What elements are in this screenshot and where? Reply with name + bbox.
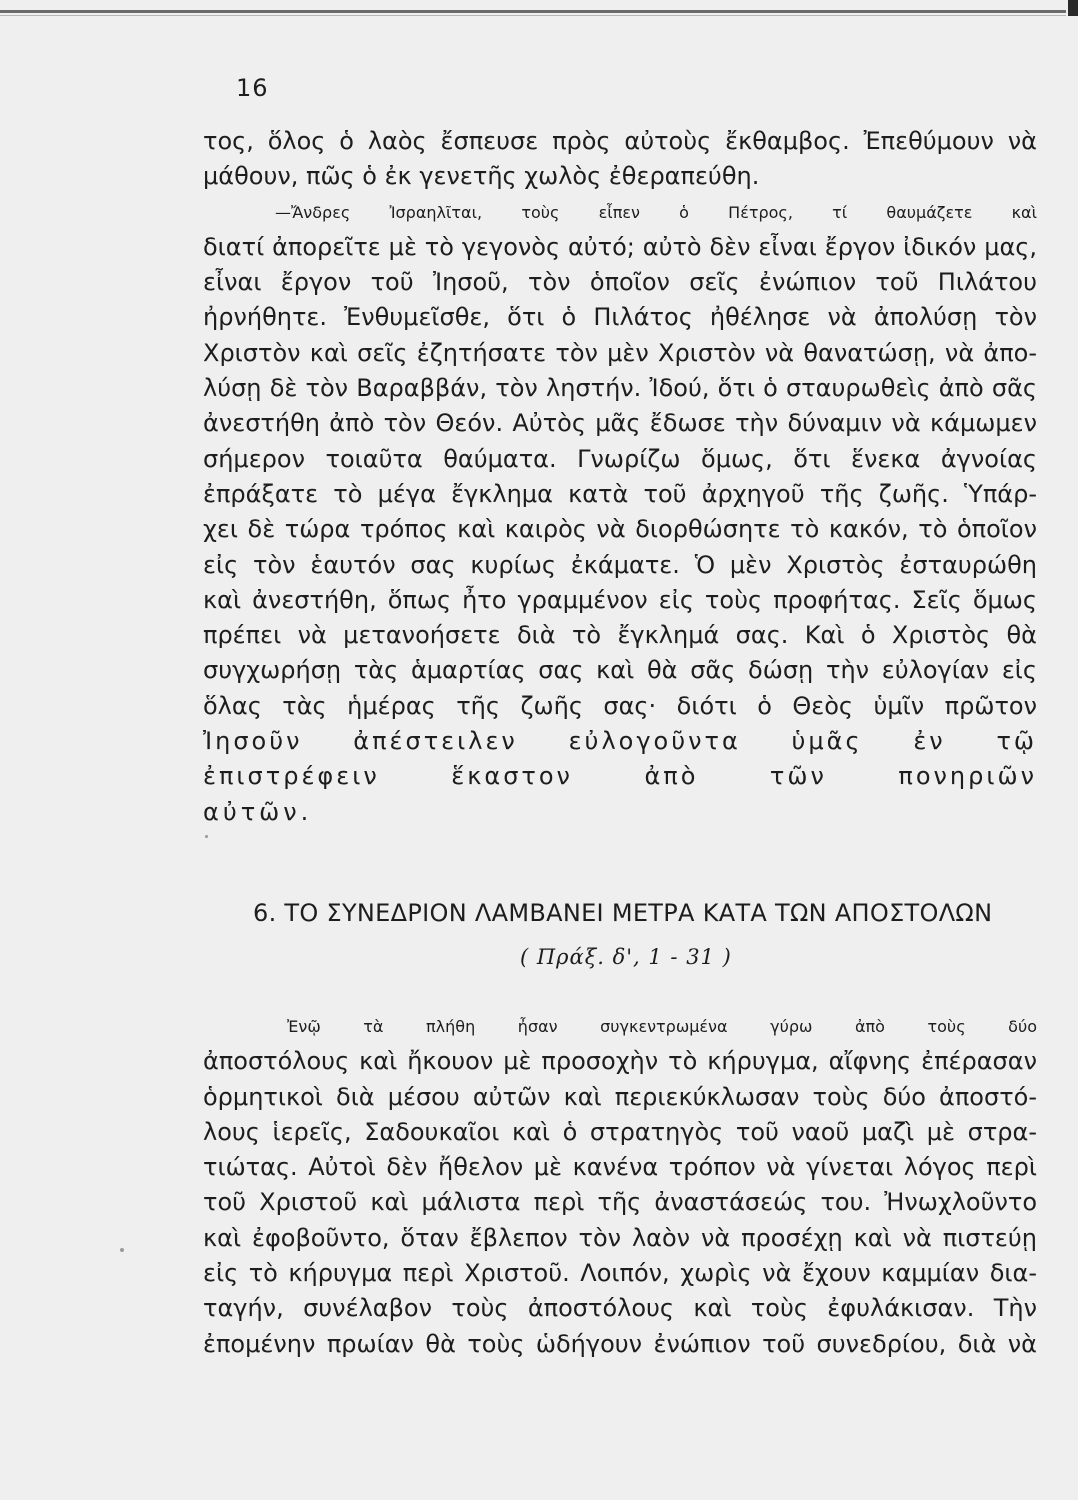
text-line: σήμερον τοιαῦτα θαύματα. Γνωρίζω ὅμως, ὅτι ἕνεκα ἀγνοίας — [203, 444, 1037, 473]
body-paragraph-2 — [203, 1009, 1037, 1362]
top-border-thin-line — [0, 15, 1066, 16]
text-line: ἐπιστρέφειν ἕκαστον ἀπὸ τῶν πονηριῶν — [203, 762, 1037, 791]
scan-speck — [120, 1248, 124, 1252]
text-line: ὅλας τὰς ἡμέρας τῆς ζωῆς σας· διότι ὁ Θεὸς ὑμῖν πρῶτον — [203, 691, 1037, 720]
text-line: μάθουν, πῶς ὁ ἐκ γενετῆς χωλὸς ἐθεραπεύθη. — [203, 162, 760, 191]
text-line: Ἐνῷ τὰ πλήθη ἦσαν συγκεντρωμένα γύρω ἀπὸ τοὺς δύο — [287, 1017, 1037, 1036]
body-paragraph-1 — [203, 124, 1037, 830]
text-line: λους ἱερεῖς, Σαδουκαῖοι καὶ ὁ στρατηγὸς τοῦ ναοῦ μαζὶ μὲ στρα- — [203, 1117, 1037, 1146]
text-line: καὶ ἐφοβοῦντο, ὅταν ἔβλεπον τὸν λαὸν νὰ προσέχῃ καὶ νὰ πιστεύῃ — [203, 1223, 1037, 1252]
text-line: ταγήν, συνέλαβον τοὺς ἀποστόλους καὶ τοὺς ἐφυλάκισαν. Τὴν — [203, 1294, 1037, 1323]
text-line: τοῦ Χριστοῦ καὶ μάλιστα περὶ τῆς ἀναστάσεώς του. Ἠνωχλοῦντο — [203, 1188, 1037, 1217]
text-line: εἰς τὸν ἑαυτόν σας κυρίως ἐκάματε. Ὁ μὲν Χριστὸς ἐσταυρώθη — [203, 550, 1037, 579]
text-line: καὶ ἀνεστήθη, ὅπως ἦτο γραμμένον εἰς τοὺς προφήτας. Σεῖς ὅμως — [203, 585, 1037, 614]
scan-speck — [205, 835, 208, 838]
text-line: διατί ἀπορεῖτε μὲ τὸ γεγονὸς αὐτό; αὐτὸ δὲν εἶναι ἔργον ἰδικόν μας, — [203, 232, 1037, 261]
text-line: ἐπράξατε τὸ μέγα ἔγκλημα κατὰ τοῦ ἀρχηγοῦ τῆς ζωῆς. Ὑπάρ- — [203, 479, 1037, 508]
text-line: πρέπει νὰ μετανοήσετε διὰ τὸ ἔγκλημά σας. Καὶ ὁ Χριστὸς θὰ — [203, 621, 1037, 650]
section-reference: ( Πράξ. δ', 1 - 31 ) — [520, 945, 732, 969]
page-number: 16 — [236, 74, 269, 102]
text-line: χει δὲ τώρα τρόπος καὶ καιρὸς νὰ διορθώσητε τὸ κακόν, τὸ ὁποῖον — [203, 515, 1037, 544]
text-line: λύσῃ δὲ τὸν Βαραββάν, τὸν ληστήν. Ἰδού, ὅτι ὁ σταυρωθεὶς ἀπὸ σᾶς — [203, 374, 1037, 403]
text-line: ἀποστόλους καὶ ἤκουον μὲ προσοχὴν τὸ κήρυγμα, αἴφνης ἐπέρασαν — [203, 1047, 1037, 1076]
top-border-line — [0, 10, 1066, 13]
text-line: Χριστὸν καὶ σεῖς ἐζητήσατε τὸν μὲν Χριστὸν νὰ θανατώσῃ, νὰ ἀπο- — [203, 338, 1037, 367]
text-line: ἠρνήθητε. Ἐνθυμεῖσθε, ὅτι ὁ Πιλάτος ἠθέλησε νὰ ἀπολύσῃ τὸν — [203, 303, 1037, 332]
text-line: τιώτας. Αὐτοὶ δὲν ἤθελον μὲ κανένα τρόπον νὰ γίνεται λόγος περὶ — [203, 1153, 1037, 1182]
text-line: —Ἄνδρες Ἰσραηλῖται, τοὺς εἶπεν ὁ Πέτρος, τί θαυμάζετε καὶ — [275, 202, 1037, 222]
text-line: τος, ὅλος ὁ λαὸς ἔσπευσε πρὸς αὐτοὺς ἔκθαμβος. Ἐπεθύμουν νὰ — [203, 127, 1037, 155]
text-line: εἶναι ἔργον τοῦ Ἰησοῦ, τὸν ὁποῖον σεῖς ἐνώπιον τοῦ Πιλάτου — [203, 268, 1037, 297]
text-line: εἰς τὸ κήρυγμα περὶ Χριστοῦ. Λοιπόν, χωρὶς νὰ ἔχουν καμμίαν δια- — [203, 1259, 1037, 1288]
corner-scan-mark — [1068, 0, 1078, 16]
text-line: ὁρμητικοὶ διὰ μέσου αὐτῶν καὶ περιεκύκλωσαν τοὺς δύο ἀποστό- — [203, 1082, 1037, 1111]
text-line: συγχωρήσῃ τὰς ἁμαρτίας σας καὶ θὰ σᾶς δώσῃ τὴν εὐλογίαν εἰς — [203, 656, 1037, 685]
text-line: ἐπομένην πρωίαν θὰ τοὺς ὡδήγουν ἐνώπιον τοῦ συνεδρίου, διὰ νὰ — [203, 1329, 1037, 1358]
text-line: αὐτῶν. — [203, 797, 313, 826]
text-line: Ἰησοῦν ἀπέστειλεν εὐλογοῦντα ὑμᾶς ἐν τῷ — [203, 727, 1037, 756]
section-heading: 6. ΤΟ ΣΥΝΕΔΡΙΟΝ ΛΑΜΒΑΝΕΙ ΜΕΤΡΑ ΚΑΤΑ ΤΩΝ ΑΠΟΣΤΟΛΩΝ — [253, 899, 993, 927]
text-line: ἀνεστήθη ἀπὸ τὸν Θεόν. Αὐτὸς μᾶς ἔδωσε τὴν δύναμιν νὰ κάμωμεν — [203, 409, 1037, 438]
